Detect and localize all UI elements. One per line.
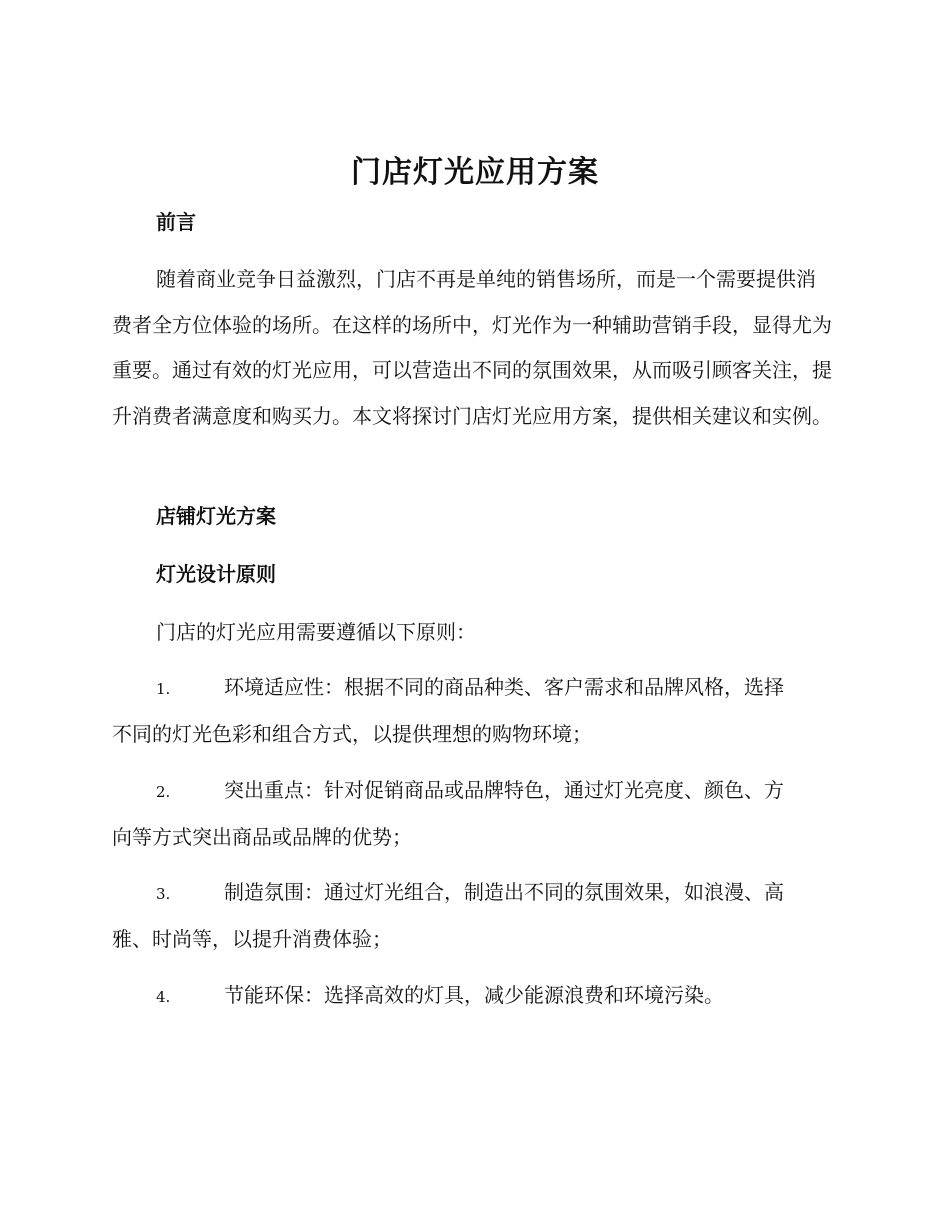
principle-item-3-first-line — [112, 870, 834, 917]
principle-item-2-number: 2. — [156, 783, 171, 801]
principle-item-1-number: 1. — [156, 680, 171, 698]
principle-item-1-continuation: 不同的灯光色彩和组合方式，以提供理想的购物环境； — [112, 722, 592, 746]
store-lighting-heading: 店铺灯光方案 — [156, 504, 276, 528]
principle-item-3-continuation: 雅、时尚等，以提升消费体验； — [112, 927, 392, 951]
design-principles-heading: 灯光设计原则 — [156, 562, 276, 586]
principle-item-2-continuation: 向等方式突出商品或品牌的优势； — [112, 825, 412, 849]
principles-intro: 门店的灯光应用需要遵循以下原则： — [156, 620, 476, 644]
principle-item-2-text: 突出重点：针对促销商品或品牌特色，通过灯光亮度、颜色、方 — [224, 778, 784, 802]
principle-item-1-text: 环境适应性：根据不同的商品种类、客户需求和品牌风格，选择 — [224, 675, 784, 699]
principle-item-2-first-line — [112, 768, 834, 815]
principle-item-4-number: 4. — [156, 988, 171, 1006]
preface-heading: 前言 — [156, 210, 196, 234]
principle-item-4-first-line — [112, 973, 834, 1020]
principle-item-1-first-line — [112, 665, 834, 712]
principle-item-2 — [112, 768, 834, 860]
principle-item-4-text: 节能环保：选择高效的灯具，减少能源浪费和环境污染。 — [224, 983, 724, 1007]
principle-item-4 — [112, 973, 834, 1020]
preface-paragraph: 随着商业竞争日益激烈，门店不再是单纯的销售场所，而是一个需要提供消费者全方位体验的场所。在这样的场所中，灯光作为一种辅助营销手段，显得尤为重要。通过有效的灯光应用，可以营造出不同的氛围效果，从而吸引顾客关注，提升消费者满意度和购买力。本文将探讨门店灯光应用方案，提供相关建议和实例。 — [112, 267, 832, 428]
principle-item-3-text: 制造氛围：通过灯光组合，制造出不同的氛围效果，如浪漫、高 — [224, 880, 784, 904]
principle-item-1 — [112, 665, 834, 757]
document-title: 门店灯光应用方案 — [351, 155, 599, 190]
principle-item-3 — [112, 870, 834, 962]
principle-item-3-number: 3. — [156, 885, 171, 903]
